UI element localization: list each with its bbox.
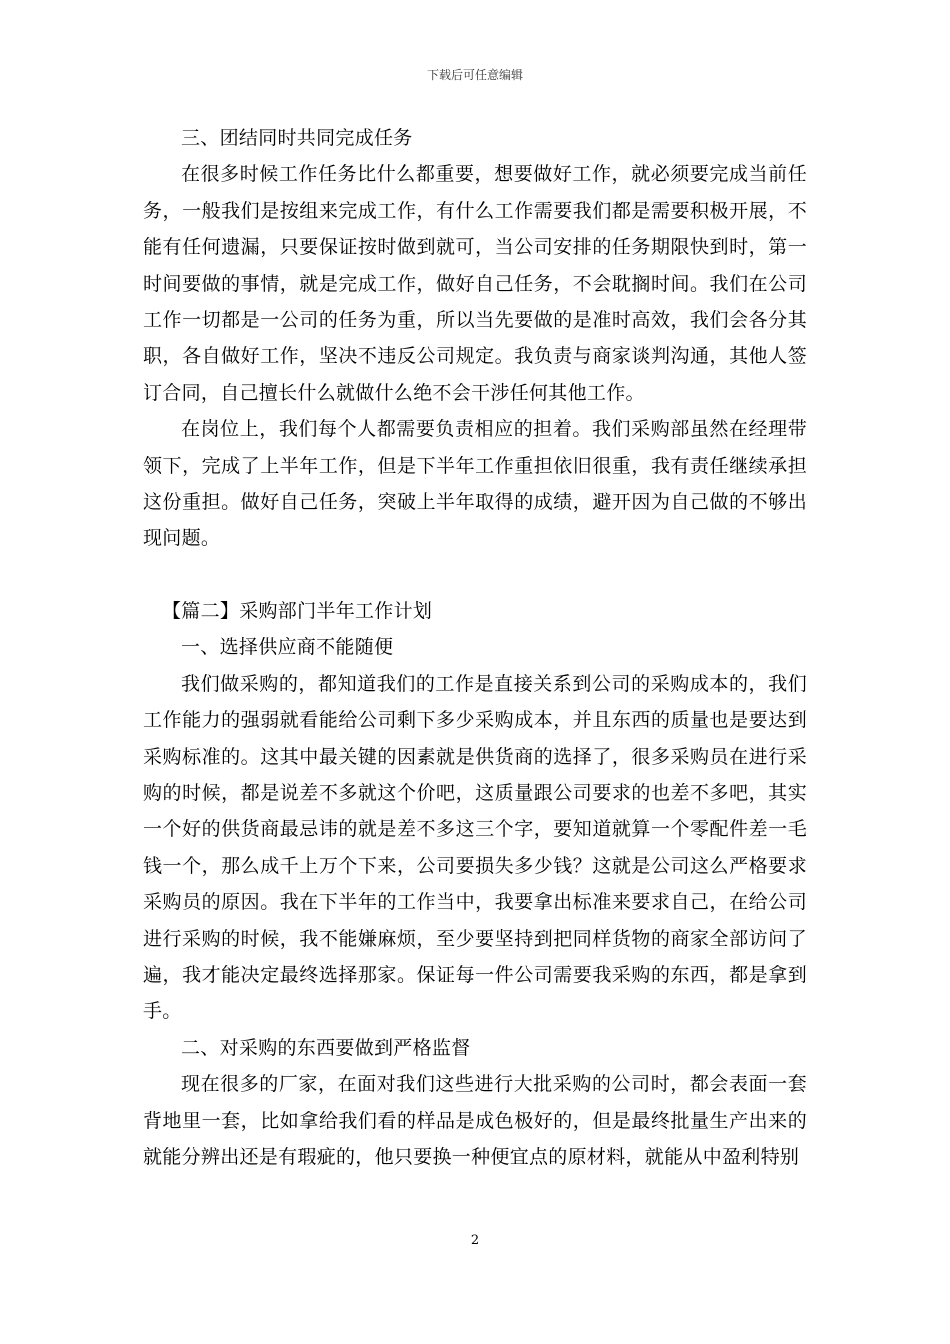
- paragraph: 在很多时候工作任务比什么都重要，想要做好工作，就必须要完成当前任务，一般我们是按组来完成工作，有什么工作需要我们都是需要积极开展，不能有任何遗漏，只要保证按时做到就可，当公司安排的任务期限快到时，第一时间要做的事情，就是完成工作，做好自己任务，不会耽搁时间。我们在公司工作一切都是一公司的任务为重，所以当先要做的是准时高效，我们会各分其职，各自做好工作，坚决不违反公司规定。我负责与商家谈判沟通，其他人签订合同，自己擅长什么就做什么绝不会干涉任何其他工作。: [143, 163, 807, 404]
- document-body: [143, 120, 807, 1175]
- article-title: 【篇二】采购部门半年工作计划: [162, 599, 433, 622]
- page-number: 2: [470, 1233, 480, 1248]
- section-heading: 一、选择供应商不能随便: [181, 636, 394, 659]
- section-heading: 三、团结同时共同完成任务: [181, 127, 413, 149]
- paragraph: 我们做采购的，都知道我们的工作是直接关系到公司的采购成本的，我们工作能力的强弱就看能给公司剩下多少采购成本，并且东西的质量也是要达到采购标准的。这其中最关键的因素就是供货商的选择了，很多采购员在进行采购的时候，都是说差不多就这个价吧，这质量跟公司要求的也差不多吧，其实一个好的供货商最忌讳的就是差不多这三个字，要知道就算一个零配件差一毛钱一个，那么成千上万个下来，公司要损失多少钱？这就是公司这么严格要求采购员的原因。我在下半年的工作当中，我要拿出标准来要求自己，在给公司进行采购的时候，我不能嫌麻烦，至少要坚持到把同样货物的商家全部访问了遍，我才能决定最终选择那家。保证每一件公司需要我采购的东西，都是拿到手。: [143, 672, 807, 1023]
- section-heading: 二、对采购的东西要做到严格监督: [181, 1036, 471, 1059]
- paragraph: 现在很多的厂家，在面对我们这些进行大批采购的公司时，都会表面一套背地里一套，比如拿给我们看的样品是成色极好的，但是最终批量生产出来的就能分辨出还是有瑕疵的，他只要换一种便宜点的原材料，就能从中盈利特别: [143, 1073, 807, 1168]
- paragraph: 在岗位上，我们每个人都需要负责相应的担着。我们采购部虽然在经理带领下，完成了上半年工作，但是下半年工作重担依旧很重，我有责任继续承担这份重担。做好自己任务，突破上半年取得的成绩，避开因为自己做的不够出现问题。: [143, 418, 807, 550]
- page-header: 下载后可任意编辑: [426, 68, 523, 82]
